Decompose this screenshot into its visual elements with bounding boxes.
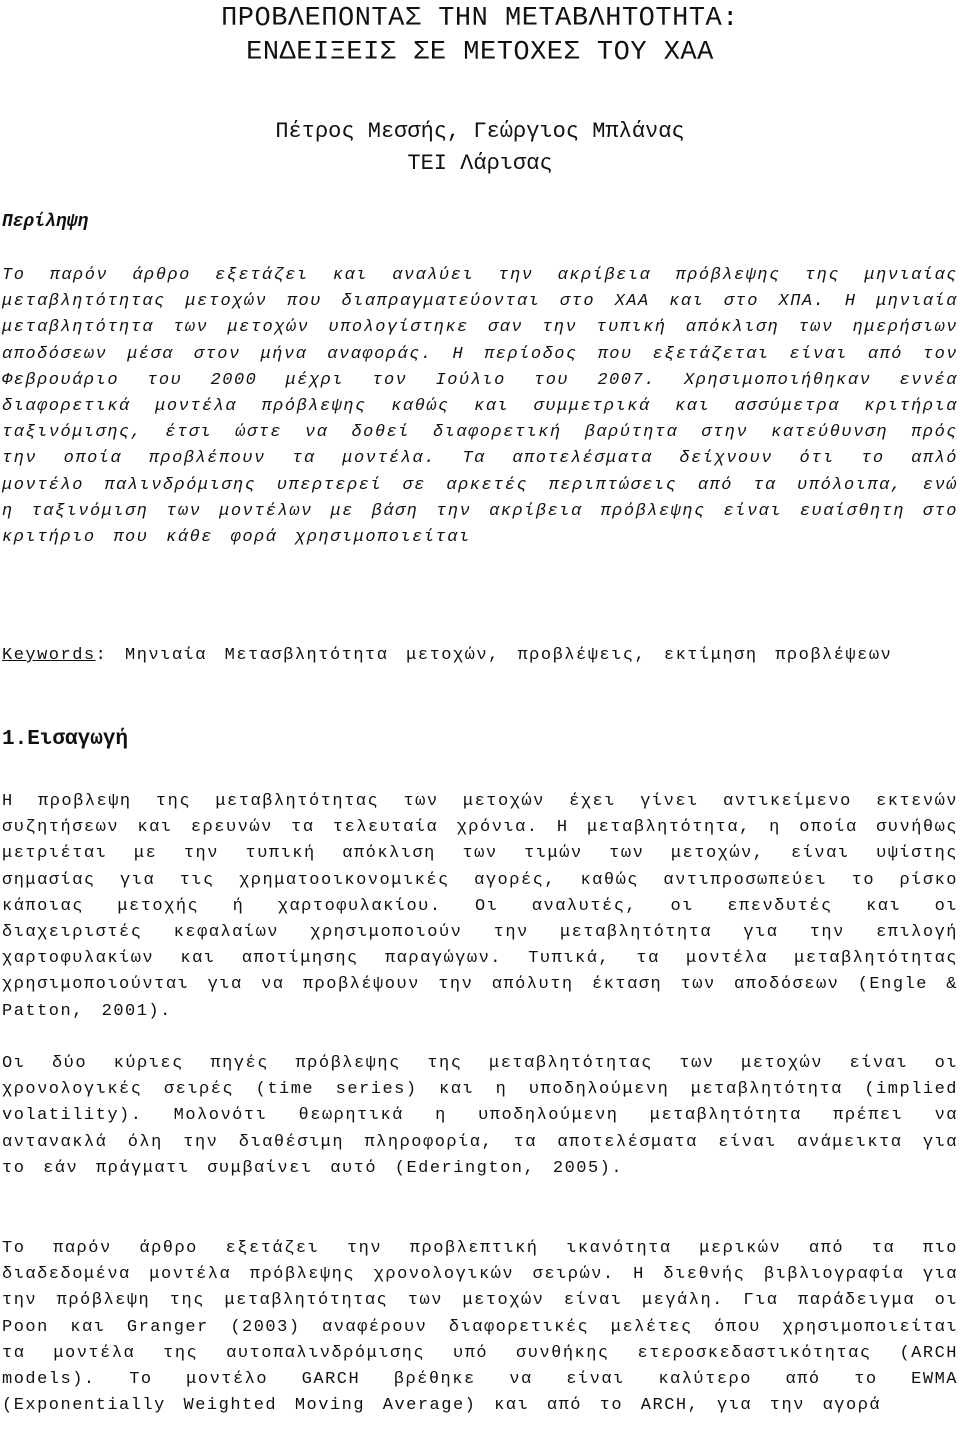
keywords bbox=[2, 643, 958, 669]
paragraph-2: Οι δύο κύριες πηγές πρόβλεψης της μεταβλητότητας των μετοχών είναι οι χρονολογικές σειρές (time series) και η υποδηλούμενη μεταβλητότητα (implied volatility). Μολονότι θεωρητικά η υποδηλούμενη μεταβλητότητα πρέπει να αντανακλά όλη την διαθέσιμη πληροφορία, τα αποτελέσματα είναι ανάμεικτα για το εάν πράγματι συμβαίνει αυτό (Ederington, 2005). bbox=[2, 1054, 958, 1178]
paragraph-3: Το παρόν άρθρο εξετάζει την προβλεπτική ικανότητα μερικών από τα πιο διαδεδομένα μοντέλα πρόβλεψης χρονολογικών σειρών. Η διεθνής βιβλιογραφία για την πρόβλεψη της μεταβλητότητας των μετοχών είναι μεγάλη. Για παράδειγμα οι Poon και Granger (2003) αναφέρουν διαφορετικές μελέτες όπου χρησιμοποιείται τα μοντέλα της αυτοπαλινδρόμισης υπό συνθήκης ετεροσκεδαστικότητας (ARCH models). Το μοντέλο GARCH βρέθηκε να είναι καλύτερο από το EWMA (Exponentially Weighted Moving Average) και από το ARCH, για την αγορά bbox=[2, 1239, 958, 1416]
abstract-text: Το παρόν άρθρο εξετάζει και αναλύει την ακρίβεια πρόβλεψης της μηνιαίας μεταβλητότητας μετοχών που διαπραγματεύονται στο ΧΑΑ και στο ΧΠΑ. Η μηνιαία μεταβλητότητα των μετοχών υπολογίστηκε σαν την τυπική απόκλιση των ημερήσιων αποδόσεων μέσα στον μήνα αναφοράς. Η περίοδος που εξετάζεται είναι από τον Φεβρουάριο του 2000 μέχρι τον Ιούλιο του 2007. Χρησιμοποιήθηκαν εννέα διαφορετικά μοντέλα πρόβλεψης καθώς και συμμετρικά και ασσύμετρα κριτήρια ταξινόμισης, έτσι ώστε να δοθεί διαφορετική βαρύτητα στην κατεύθυνση πρός την οποία προβλέπουν τα μοντέλα. Τα αποτελέσματα δείχνουν ότι το απλό μοντέλο παλινδρόμισης υπερτερεί σε αρκετές περιπτώσεις από τα υπόλοιπα, ενώ η ταξινόμιση των μοντέλων με βάση την ακρίβεια πρόβλεψης είναι ευαίσθητη στο κριτήριο που κάθε φορά χρησιμοποιείται bbox=[2, 266, 958, 548]
affiliation: ΤΕΙ Λάρισας bbox=[407, 151, 553, 176]
keywords-text: : Μηνιαία Μετασβλητότητα μετοχών, προβλέψεις, εκτίμηση προβλέψεων bbox=[95, 646, 893, 665]
section-heading: 1.Εισαγωγή bbox=[2, 728, 129, 751]
abstract-heading: Περίληψη bbox=[2, 212, 89, 232]
title-line-1: ΠΡΟΒΛΕΠΟΝΤΑΣ ΤΗΝ ΜΕΤΑΒΛΗΤΟΤΗΤΑ: bbox=[221, 4, 739, 34]
authors: Πέτρος Μεσσής, Γεώργιος Μπλάνας bbox=[275, 119, 685, 144]
paragraph-1: Η προβλεψη της μεταβλητότητας των μετοχών έχει γίνει αντικείμενο εκτενών συζητήσεων και ερευνών τα τελευταία χρόνια. Η μεταβλητότητα, η οποία συνήθως μετριέται με την τυπική απόκλιση των τιμών των μετοχών, είναι υψίστης σημασίας για τις χρηματοοικονομικές αγορές, καθώς αντιπροσωπεύει το ρίσκο κάποιας μετοχής ή χαρτοφυλακίου. Οι αναλυτές, οι επενδυτές και οι διαχειριστές κεφαλαίων χρησιμοποιούν την μεταβλητότητα για την επιλογή χαρτοφυλακίων και αποτίμησης παραγώγων. Τυπικά, τα μοντέλα μεταβλητότητας χρησιμοποιούνται για να προβλέψουν την απόλυτη έκταση των αποδόσεων (Engle & Patton, 2001). bbox=[2, 792, 958, 1021]
title-line-2: ΕΝΔΕΙΞΕΙΣ ΣΕ ΜΕΤΟΧΕΣ ΤΟΥ ΧΑΑ bbox=[246, 38, 714, 68]
keywords-label: Keywords bbox=[2, 646, 96, 665]
